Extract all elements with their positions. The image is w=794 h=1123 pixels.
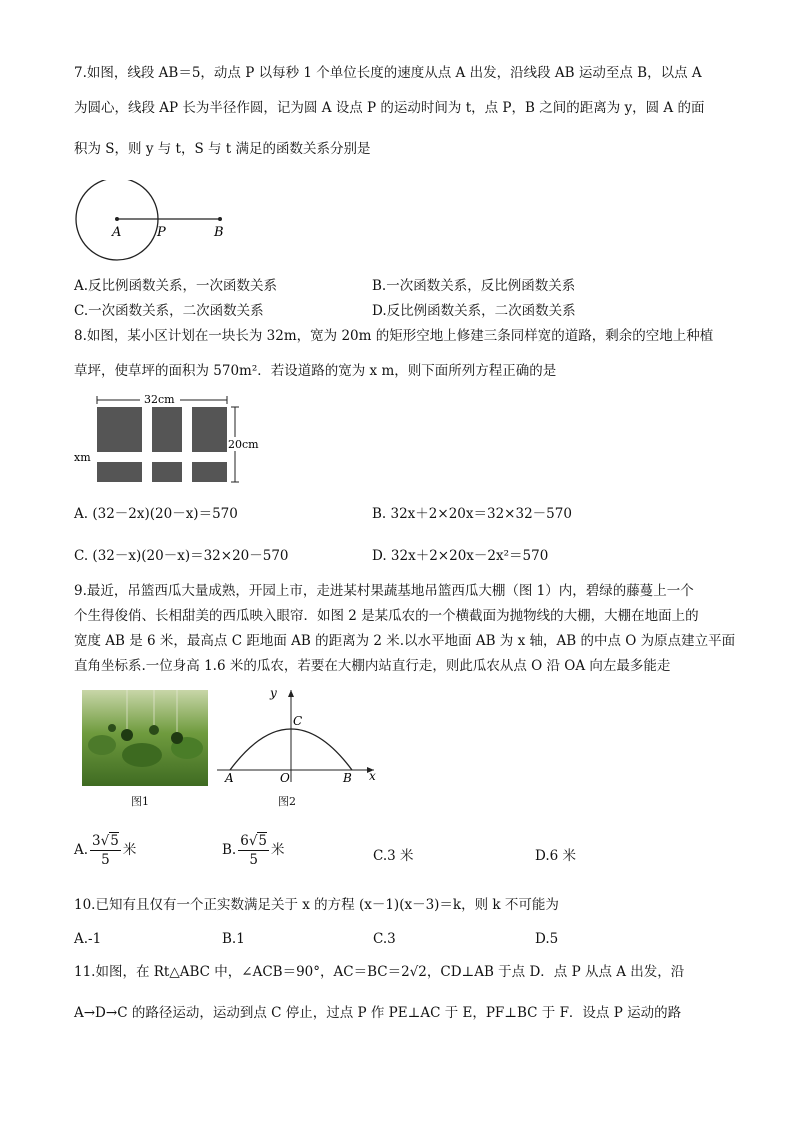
q11-line-2: A→D→C 的路径运动，运动到点 C 停止，过点 P 作 PE⊥AC 于 E，PF⊥BC 于 F．设点 P 运动的路 <box>74 1005 682 1021</box>
q9-line-1: 9.最近，吊篮西瓜大量成熟，开园上市，走进某村果蔬基地吊篮西瓜大棚（图 1）内，碧绿的藤蔓上一个 <box>74 583 694 599</box>
q9-option-b[interactable] <box>222 832 285 869</box>
q7-line-2: 为圆心，线段 AP 长为半径作圆，记为圆 A 设点 P 的运动时间为 t，点 P，B 之间的距离为 y，圆 A 的面 <box>74 100 705 116</box>
q9-option-c[interactable]: C.3 米 <box>373 848 414 864</box>
q9-option-a-prefix: A. <box>74 842 89 858</box>
q9-fig2-caption: 图2 <box>278 795 296 808</box>
label-width: 20cm <box>228 438 259 451</box>
q7-option-b[interactable]: B.一次函数关系，反比例函数关系 <box>372 278 576 294</box>
q8-figure-field <box>72 392 262 492</box>
label-length: 32cm <box>144 393 175 406</box>
label-x: x <box>369 769 376 783</box>
label-b: B <box>214 225 224 240</box>
q10-option-c[interactable]: C.3 <box>373 931 396 947</box>
q8-option-d[interactable]: D. 32x＋2×20x－2x²＝570 <box>372 548 549 564</box>
q9-option-a-coef: 3 <box>92 833 101 849</box>
q9-option-b-fraction: $\frac{6√5}{5}$ <box>240 833 268 868</box>
q9-option-b-unit: 米 <box>271 842 285 858</box>
q10-option-d[interactable]: D.5 <box>535 931 559 947</box>
q9-option-b-denominator: 5 <box>249 852 258 868</box>
q9-line-4: 直角坐标系.一位身高 1.6 米的瓜农，若要在大棚内站直行走，则此瓜农从点 O 沿 OA 向左最多能走 <box>74 658 671 674</box>
q7-figure-circle <box>72 180 232 262</box>
q9-line-3: 宽度 AB 是 6 米，最高点 C 距地面 AB 的距离为 2 米.以水平地面 AB 为 x 轴，AB 的中点 O 为原点建立平面 <box>74 633 736 649</box>
label-a: A <box>225 771 234 784</box>
q9-option-a[interactable] <box>74 832 136 869</box>
label-b: B <box>343 771 352 784</box>
q11-line-1: 11.如图，在 Rt△ABC 中，∠ACB＝90°，AC＝BC＝2√2，CD⊥AB 于点 D．点 P 从点 A 出发，沿 <box>74 964 685 980</box>
q9-option-a-fraction: $\frac{3√5}{5}$ <box>92 833 119 868</box>
label-p: P <box>157 225 166 240</box>
q10-option-a[interactable]: A.-1 <box>74 931 102 947</box>
q10-option-b[interactable]: B.1 <box>222 931 245 947</box>
q8-line-1: 8.如图，某小区计划在一块长为 32m，宽为 20m 的矩形空地上修建三条同样宽的道路，剩余的空地上种植 <box>74 328 714 344</box>
field-rect <box>97 407 227 482</box>
q9-option-a-denominator: 5 <box>101 852 110 868</box>
q9-option-d[interactable]: D.6 米 <box>535 848 577 864</box>
q7-line-1: 7.如图，线段 AB＝5，动点 P 以每秒 1 个单位长度的速度从点 A 出发，沿线段 AB 运动至点 B，以点 A <box>74 65 702 81</box>
label-c: C <box>293 714 303 728</box>
label-y: y <box>270 686 277 700</box>
q9-fig2-parabola <box>212 684 382 784</box>
q7-line-3: 积为 S，则 y 与 t，S 与 t 满足的函数关系分别是 <box>74 141 371 157</box>
q9-fig1-caption: 图1 <box>131 795 149 808</box>
label-o: O <box>280 771 290 784</box>
q9-option-a-radicand: 5 <box>110 833 119 849</box>
q9-fig1-photo <box>82 690 208 786</box>
road-horizontal <box>97 452 227 462</box>
road-vertical-1 <box>142 407 152 482</box>
point-a <box>115 217 119 221</box>
q9-option-b-radicand: 5 <box>258 833 268 849</box>
q9-option-b-coef: 6 <box>240 833 249 849</box>
q9-option-b-prefix: B. <box>222 842 237 858</box>
label-a: A <box>112 225 122 240</box>
q9-line-2: 个生得俊俏、长相甜美的西瓜映入眼帘．如图 2 是某瓜农的一个横截面为抛物线的大棚，大棚在地面上的 <box>74 608 699 624</box>
q7-option-d[interactable]: D.反比例函数关系，二次函数关系 <box>372 303 576 319</box>
point-b <box>218 217 222 221</box>
q8-option-b[interactable]: B. 32x＋2×20x＝32×32－570 <box>372 506 572 522</box>
label-road: xm <box>74 451 91 464</box>
q9-option-a-unit: 米 <box>122 842 137 858</box>
q10-line: 10.已知有且仅有一个正实数满足关于 x 的方程 (x－1)(x－3)＝k，则 k 不可能为 <box>74 897 559 913</box>
q7-option-a[interactable]: A.反比例函数关系，一次函数关系 <box>74 278 278 294</box>
q8-line-2: 草坪，使草坪的面积为 570m²．若设道路的宽为 x m，则下面所列方程正确的是 <box>74 363 557 379</box>
q7-option-c[interactable]: C.一次函数关系，二次函数关系 <box>74 303 264 319</box>
q8-option-c[interactable]: C. (32－x)(20－x)＝32×20－570 <box>74 548 289 564</box>
road-vertical-2 <box>182 407 192 482</box>
q8-option-a[interactable]: A. (32－2x)(20－x)＝570 <box>74 506 238 522</box>
